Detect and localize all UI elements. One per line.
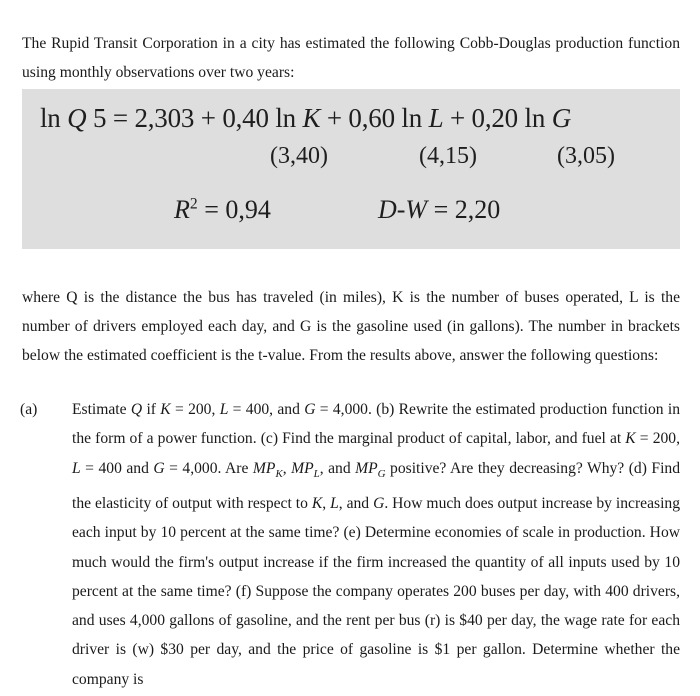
mp-text: MP (355, 459, 378, 477)
mp-text: MP (291, 459, 314, 477)
q-text: = 4,000. (b) Rewrite the estimated production function in the form of a power function. (c) Find the marginal product of capital, labor, and fuel at (72, 401, 680, 448)
l-var: L (219, 401, 229, 418)
mp-sub: K (275, 467, 283, 480)
q-text: Estimate (72, 401, 131, 418)
r-squared (174, 195, 271, 225)
question-label: (a) (20, 401, 38, 418)
k-var: K (160, 401, 171, 418)
eq-q-var: Q (67, 103, 87, 133)
r2-value: = 0,94 (197, 195, 271, 224)
l-var: L (72, 459, 81, 477)
regression-equation-box (22, 89, 680, 249)
l-var: L (330, 495, 339, 512)
q-text: positive? Are they decreasing? Why? (d) Find the elasticity of output with respect to (72, 459, 681, 512)
mp-sub: G (377, 467, 386, 480)
q-text: = 400, and (228, 401, 305, 418)
mp-k (252, 459, 283, 480)
q-text: , and (319, 459, 356, 477)
where-paragraph: where Q is the distance the bus has traveled (in miles), K is the number of buses operated, L is the number of drivers employed each day, and G is the gasoline used (in gallons). The number in brackets below the estimated coefficient is the t-value. From the results above, answer the following questions: (22, 288, 680, 364)
t-value-l: (4,15) (419, 143, 477, 169)
k-var: K (625, 430, 636, 448)
r2-exponent: 2 (189, 195, 198, 213)
t-value-g: (3,05) (557, 143, 615, 169)
eq-mid1: + 0,60 ln (320, 103, 429, 133)
k-var: K (311, 495, 323, 512)
eq-g-var: G (551, 103, 571, 133)
g-var: G (153, 459, 165, 477)
eq-l-var: L (428, 103, 444, 133)
r2-var: R (174, 195, 190, 224)
mp-text: MP (252, 459, 276, 477)
q-text: , and (338, 495, 374, 512)
g-var: G (304, 401, 316, 418)
dw-label: D-W (378, 195, 428, 224)
intro-paragraph: The Rupid Transit Corporation in a city has estimated the following Cobb-Douglas production function using monthly observations over two years: (22, 34, 680, 81)
q-text: = 200, (635, 430, 680, 448)
mp-l (291, 459, 320, 480)
eq-k-var: K (302, 103, 321, 133)
q-text: = 200, (170, 401, 220, 418)
q-text: , (282, 459, 292, 477)
mp-sub: L (313, 467, 320, 480)
dw-value: = 2,20 (427, 195, 501, 224)
q-text: = 4,000. Are (164, 459, 253, 477)
q-text: if (142, 401, 161, 418)
q-text: , (322, 495, 331, 512)
questions-block (20, 395, 681, 694)
durbin-watson (378, 195, 500, 225)
eq-lhs-suffix: 5 = 2,303 + 0,40 ln (86, 103, 303, 133)
t-value-k: (3,40) (270, 143, 328, 169)
q-text: . How much does output increase by increasing each input by 10 percent at the same time? (e) Determine economies of scale in production. How much would the firm's output increase if the firm increased the quantity of all inputs used by 10 percent at the same time? (f) Suppose the company operates 200 buses per day, with 400 drivers, and uses 4,000 gallons of gasoline, and the rent per bus (r) is $40 per day, the wage rate for each driver is (w) $30 per day, and the price of gasoline is $1 per gallon. Determine whether the company is (72, 495, 680, 688)
regression-equation (40, 103, 571, 134)
q-var: Q (130, 401, 143, 418)
eq-mid2: + 0,20 ln (443, 103, 552, 133)
g-var: G (373, 495, 385, 512)
questions-text (20, 395, 681, 694)
eq-lhs-prefix: ln (40, 103, 68, 133)
mp-g (355, 459, 386, 480)
q-text: = 400 and (80, 459, 154, 477)
